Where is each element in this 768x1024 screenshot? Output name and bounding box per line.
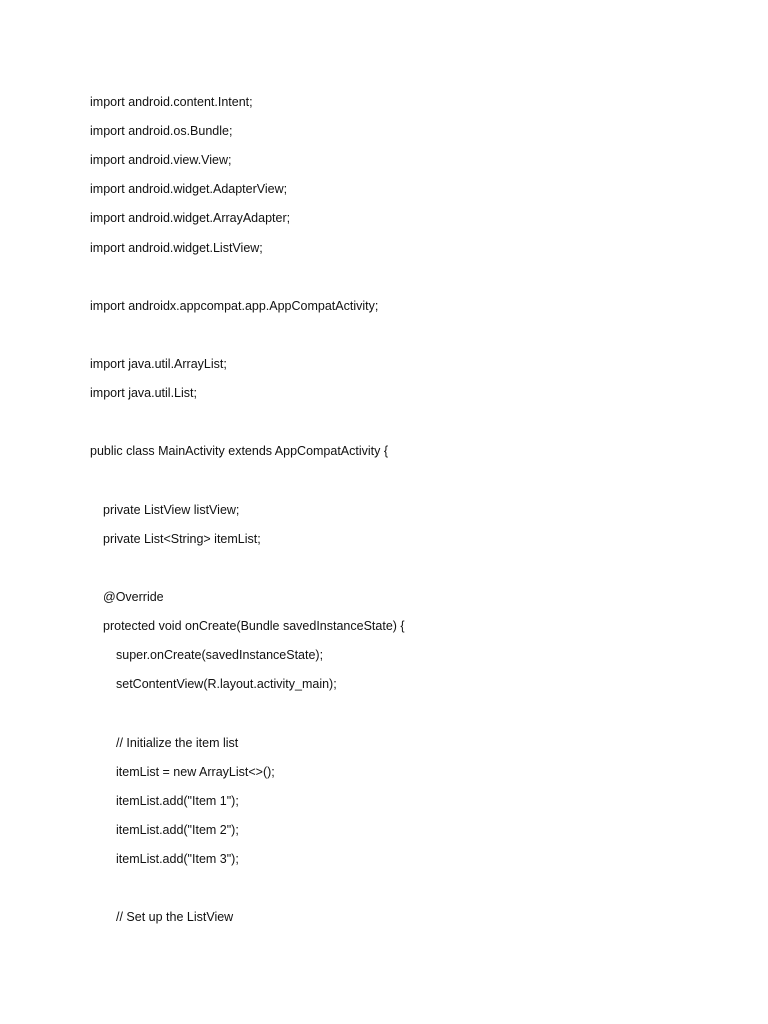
- code-line: import java.util.List;: [90, 386, 197, 400]
- code-line: itemList.add("Item 3");: [116, 852, 239, 866]
- code-line: public class MainActivity extends AppCompatActivity {: [90, 444, 389, 458]
- code-line: itemList.add("Item 2");: [116, 823, 239, 837]
- code-line: import android.widget.ArrayAdapter;: [90, 211, 291, 225]
- code-line: import android.view.View;: [90, 153, 232, 167]
- code-line: import java.util.ArrayList;: [90, 357, 227, 371]
- code-comment: // Initialize the item list: [116, 736, 239, 750]
- code-line: import android.content.Intent;: [90, 95, 253, 109]
- code-line: import android.widget.AdapterView;: [90, 182, 288, 196]
- code-line: import android.os.Bundle;: [90, 124, 233, 138]
- code-line: import android.widget.ListView;: [90, 241, 263, 255]
- code-line: itemList = new ArrayList<>();: [116, 765, 275, 779]
- code-line: protected void onCreate(Bundle savedInstanceState) {: [103, 619, 405, 633]
- code-line: super.onCreate(savedInstanceState);: [116, 648, 324, 662]
- code-line: itemList.add("Item 1");: [116, 794, 239, 808]
- code-line: import androidx.appcompat.app.AppCompatActivity;: [90, 299, 379, 313]
- code-line: private ListView listView;: [103, 503, 240, 517]
- code-line: @Override: [103, 590, 164, 604]
- code-comment: // Set up the ListView: [116, 910, 234, 924]
- code-line: private List<String> itemList;: [103, 532, 261, 546]
- code-line: setContentView(R.layout.activity_main);: [116, 677, 337, 691]
